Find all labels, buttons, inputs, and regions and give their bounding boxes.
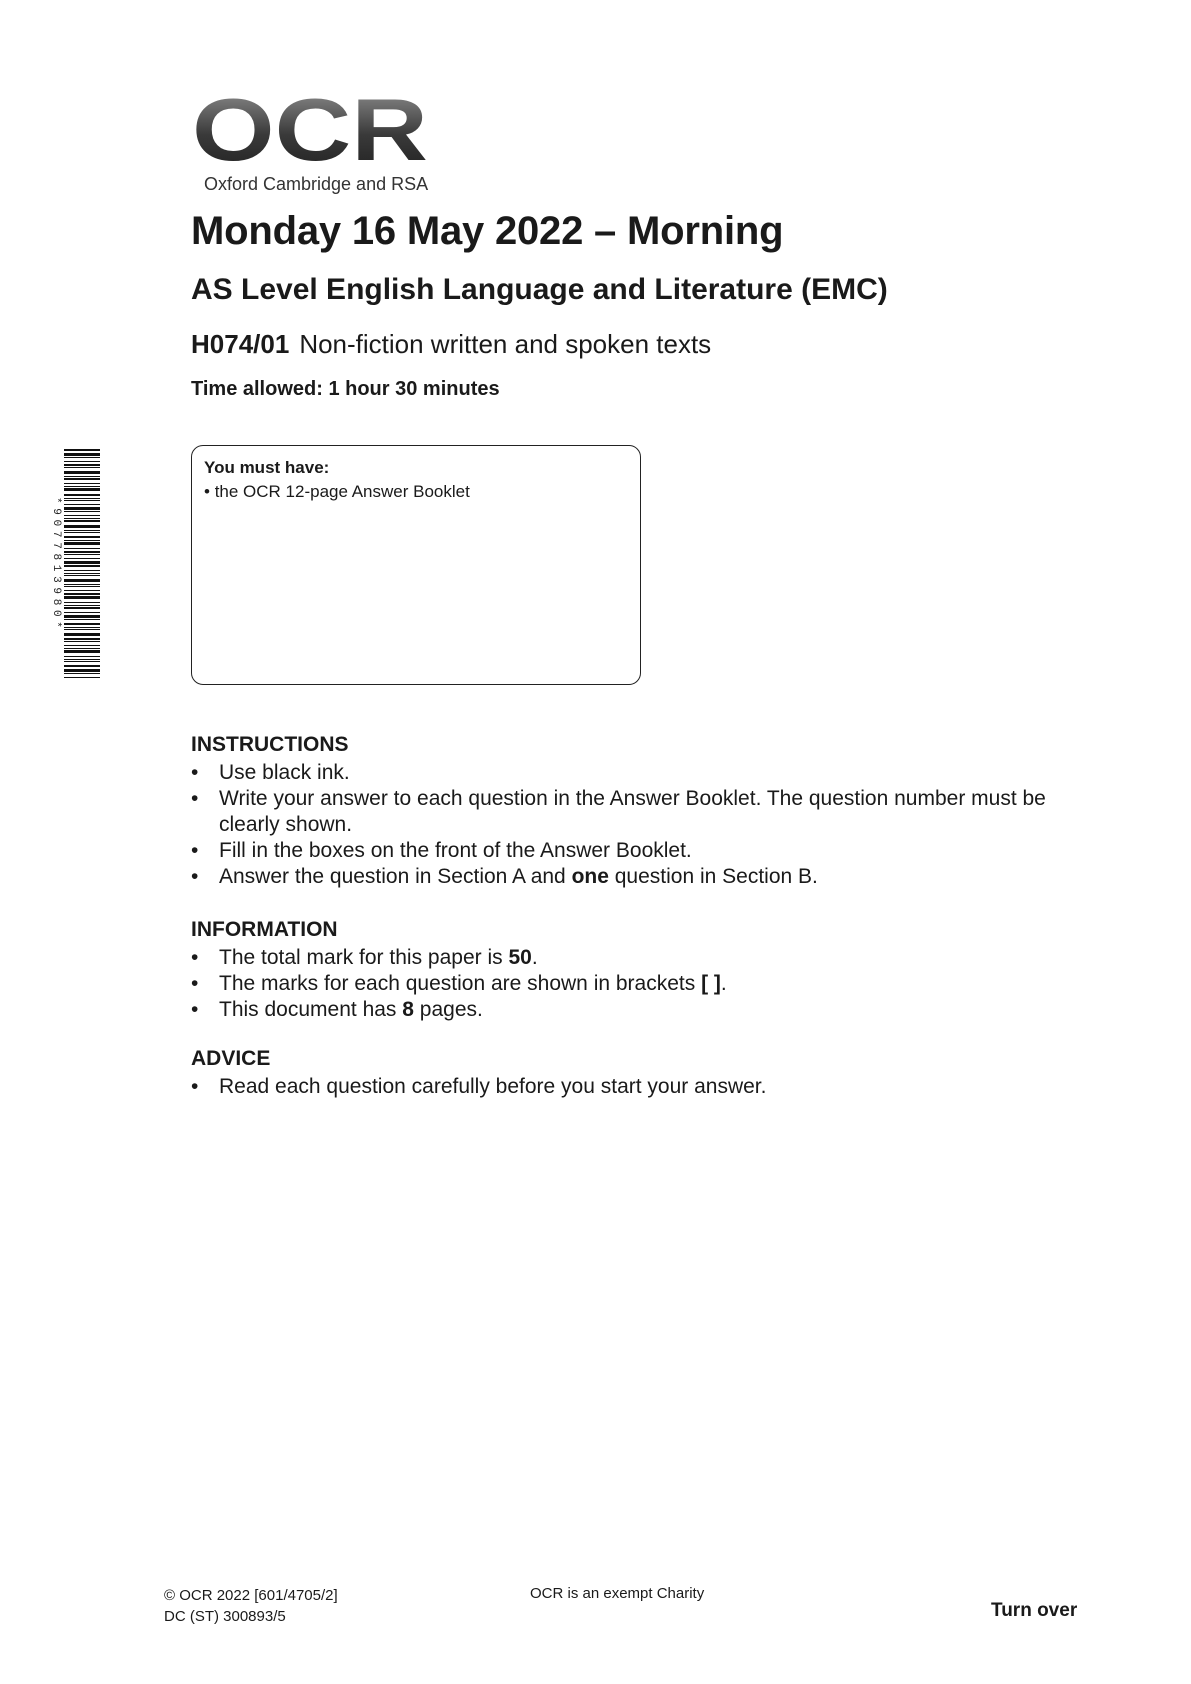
item-text: The marks for each question are shown in brackets	[219, 972, 702, 995]
barcode-bar	[64, 650, 100, 653]
barcode-bar	[64, 498, 100, 499]
barcode-bars	[64, 449, 100, 681]
information-section	[191, 918, 1091, 1023]
barcode-bar	[64, 483, 100, 484]
barcode-bar	[64, 461, 100, 462]
list-item	[191, 760, 1091, 786]
bullet: •	[204, 482, 210, 501]
paper-line	[191, 329, 711, 360]
subject-title: AS Level English Language and Literature (EMC)	[191, 273, 888, 306]
turn-over-label: Turn over	[991, 1600, 1078, 1621]
barcode-bar	[64, 602, 100, 603]
barcode-bar	[64, 641, 100, 642]
exam-date: Monday 16 May 2022 – Morning	[191, 209, 784, 253]
barcode-bar	[64, 656, 100, 657]
barcode-bar	[64, 575, 100, 576]
barcode-bar	[64, 558, 100, 559]
barcode-bar	[64, 645, 100, 646]
advice-list	[191, 1074, 1091, 1100]
barcode-bar	[64, 584, 100, 585]
barcode-bar	[64, 596, 100, 599]
item-bold: 50	[508, 946, 532, 969]
must-have-title: You must have:	[204, 458, 330, 477]
barcode-bar	[64, 476, 100, 477]
bullet: •	[191, 998, 199, 1021]
barcode-bar	[64, 464, 100, 466]
item-bold: [ ]	[701, 972, 721, 995]
item-bold: 8	[402, 998, 414, 1021]
barcode-bar	[64, 638, 100, 640]
barcode-bar	[64, 551, 100, 553]
barcode-bar	[64, 530, 100, 531]
bullet: •	[191, 946, 199, 969]
barcode-bar	[64, 629, 100, 630]
list-item	[191, 945, 1091, 971]
barcode-bar	[64, 518, 100, 519]
bullet: •	[191, 787, 199, 810]
item-text: question in Section B.	[608, 865, 818, 888]
barcode-bar	[64, 665, 100, 667]
instructions-heading: INSTRUCTIONS	[191, 733, 349, 756]
barcode-bar	[64, 605, 100, 606]
barcode-bar	[64, 471, 100, 474]
barcode-bar	[64, 515, 100, 516]
barcode-bar	[64, 673, 100, 674]
barcode-bar	[64, 511, 100, 512]
item-text: Read each question carefully before you start your answer.	[219, 1075, 767, 1098]
barcode-bar	[64, 532, 100, 533]
barcode-bar	[64, 504, 100, 505]
list-item	[191, 786, 1091, 838]
barcode-bar	[64, 478, 100, 480]
item-text: Fill in the boxes on the front of the Answer Booklet.	[219, 839, 692, 862]
barcode-bar	[64, 449, 100, 451]
barcode-bar	[64, 536, 100, 538]
barcode-bar	[64, 669, 100, 672]
barcode-bar	[64, 540, 100, 541]
bullet: •	[191, 865, 199, 888]
must-have-item	[204, 482, 628, 502]
barcode-bar	[64, 648, 100, 649]
item-text: The total mark for this paper is	[219, 946, 509, 969]
item-text: This document has	[219, 998, 403, 1021]
charity-note: OCR is an exempt Charity	[530, 1585, 705, 1602]
barcode-bar	[64, 661, 100, 662]
barcode-bar	[64, 500, 100, 501]
barcode-bar	[64, 579, 100, 582]
barcode-bar	[64, 612, 100, 613]
barcode-bar	[64, 593, 100, 595]
advice-section	[191, 1047, 1091, 1100]
barcode-bar	[64, 627, 100, 628]
copyright-text: © OCR 2022 [601/4705/2]	[164, 1587, 338, 1604]
must-have-item-text: the OCR 12-page Answer Booklet	[214, 482, 470, 501]
instructions-list	[191, 760, 1091, 890]
barcode-bar	[64, 633, 100, 636]
item-text: Write your answer to each question in the Answer Booklet. The question number must be clearly shown.	[219, 787, 1046, 836]
barcode-bar	[64, 590, 100, 591]
bullet: •	[191, 761, 199, 784]
barcode-bar	[64, 561, 100, 564]
must-have-box	[191, 445, 641, 685]
barcode-bar	[64, 554, 100, 555]
logo-subtitle: Oxford Cambridge and RSA	[204, 174, 429, 194]
barcode-bar	[64, 586, 100, 587]
item-bold: one	[571, 865, 609, 888]
barcode-bar	[64, 659, 100, 660]
barcode-bar	[64, 542, 100, 545]
document-code: DC (ST) 300893/5	[164, 1608, 286, 1625]
barcode-bar	[64, 607, 100, 609]
information-heading: INFORMATION	[191, 918, 338, 941]
footer-left	[164, 1585, 338, 1627]
barcode-bar	[64, 570, 100, 571]
barcode-bar	[64, 488, 100, 491]
barcode-bar	[64, 573, 100, 574]
ocr-logo	[190, 90, 450, 200]
barcode-bar	[64, 507, 100, 510]
advice-heading: ADVICE	[191, 1047, 271, 1070]
list-item	[191, 1074, 1091, 1100]
time-allowed: Time allowed: 1 hour 30 minutes	[191, 378, 500, 400]
list-item	[191, 864, 1091, 890]
barcode-bar	[64, 520, 100, 522]
bullet: •	[191, 972, 199, 995]
ocr-logo-mark	[190, 90, 450, 170]
paper-title: Non-fiction written and spoken texts	[299, 329, 712, 359]
barcode-bar	[64, 548, 100, 549]
barcode-bar	[64, 486, 100, 487]
item-text: .	[531, 946, 538, 969]
item-text: pages.	[413, 998, 483, 1021]
barcode-bar	[64, 494, 100, 496]
list-item	[191, 997, 1091, 1023]
barcode-bar	[64, 619, 100, 620]
barcode-bar	[64, 467, 100, 468]
bullet: •	[191, 1075, 199, 1098]
paper-code: H074/01	[191, 329, 290, 359]
barcode-bar	[64, 677, 100, 678]
bullet: •	[191, 839, 199, 862]
barcode-bar	[64, 615, 100, 618]
barcode-bar	[64, 457, 100, 458]
barcode-bar	[64, 623, 100, 625]
barcode-bar	[64, 453, 100, 456]
list-item	[191, 838, 1091, 864]
logo-letters: OCR	[192, 90, 428, 170]
item-text: Answer the question in Section A and	[219, 865, 572, 888]
list-item	[191, 971, 1091, 997]
barcode-digits: *9077813980*	[50, 497, 62, 633]
barcode	[48, 449, 100, 681]
information-list	[191, 945, 1091, 1023]
barcode-bar	[64, 565, 100, 567]
item-text: Use black ink.	[219, 761, 350, 784]
instructions-section	[191, 733, 1091, 890]
barcode-bar	[64, 525, 100, 528]
item-text: .	[720, 972, 727, 995]
